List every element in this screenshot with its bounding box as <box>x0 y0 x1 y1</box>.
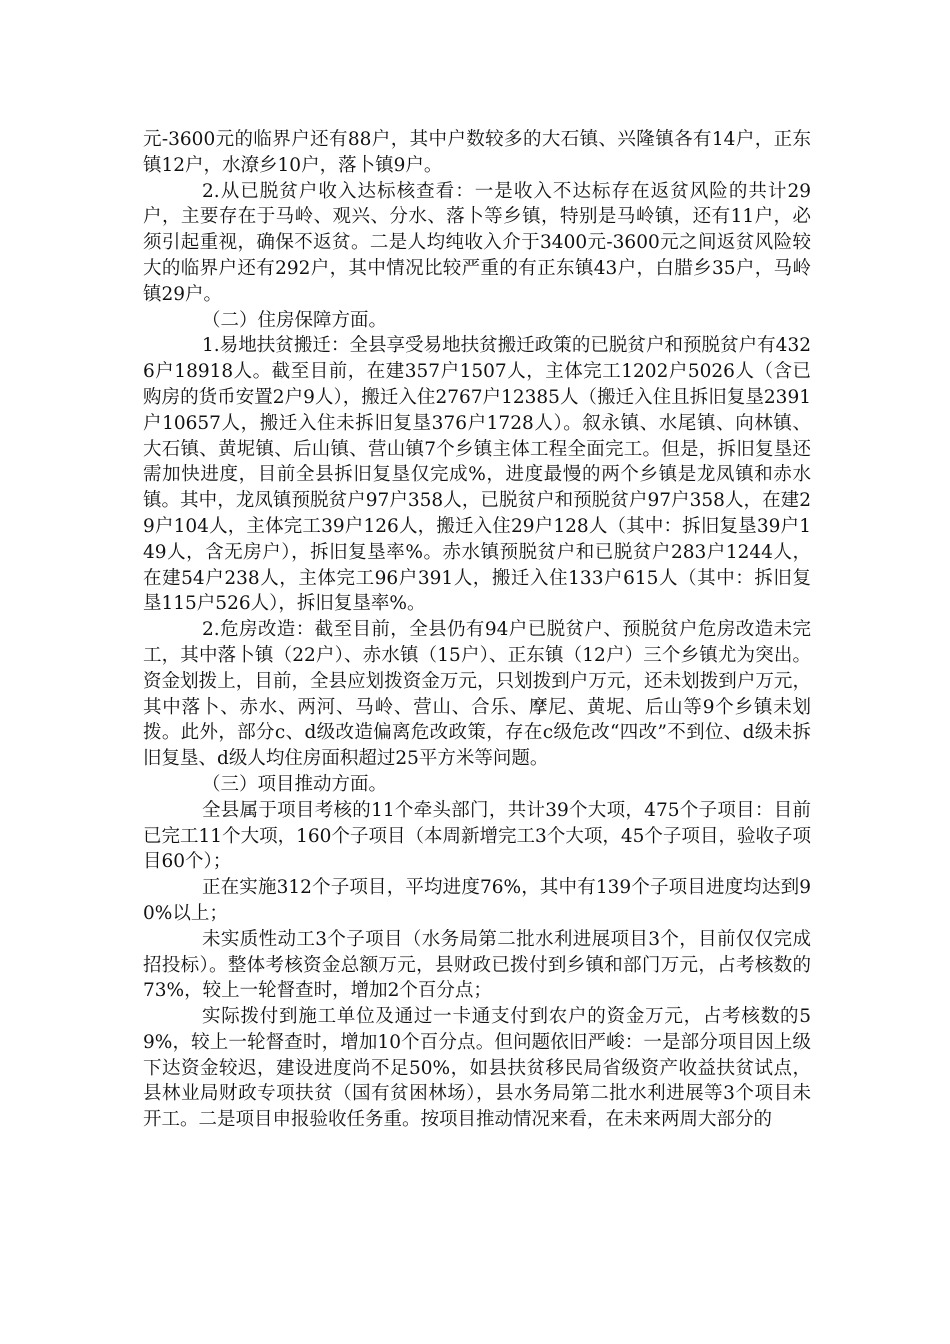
paragraph-income-check: 2.从已脱贫户收入达标核查看：一是收入不达标存在返贫风险的共计29户，主要存在于马岭、观兴、分水、落卜等乡镇，特别是马岭镇，还有11户，必须引起重视，确保不返贫。二是人均纯收入介于3400元-3600元之间返贫风险较大的临界户还有292户，其中情况比较严重的有正东镇43户，白腊乡35户，马岭镇29户。 <box>143 180 811 305</box>
paragraph-dilapidated-housing: 2.危房改造：截至目前，全县仍有94户已脱贫户、预脱贫户危房改造未完工，其中落卜镇（22户）、赤水镇（15户）、正东镇（12户）三个乡镇尤为突出。资金划拨上，目前，全县应划拨资金万元，只划拨到户万元，还未划拨到户万元，其中落卜、赤水、两河、马岭、营山、合乐、摩尼、黄坭、后山等9个乡镇未划拨。此外，部分c、d级改造偏离危改政策，存在c级危改“四改”不到位、d级未拆旧复垦、d级人均住房面积超过25平方米等问题。 <box>143 619 811 770</box>
paragraph-projects-not-started: 未实质性动工3个子项目（水务局第二批水利进展项目3个，目前仅仅完成招投标）。整体考核资金总额万元，县财政已拨付到乡镇和部门万元，占考核数的73%，较上一轮督查时，增加2个百分点； <box>143 928 811 1002</box>
paragraph-project-overview: 全县属于项目考核的11个牵头部门，共计39个大项，475个子项目：目前已完工11个大项，160个子项目（本周新增完工3个大项，45个子项目，验收子项目60个）； <box>143 799 811 873</box>
section-heading-housing: （二）住房保障方面。 <box>202 309 388 331</box>
paragraph-continuation: 元-3600元的临界户还有88户，其中户数较多的大石镇、兴隆镇各有14户，正东镇12户，水潦乡10户，落卜镇9户。 <box>143 129 811 176</box>
document-body <box>143 127 811 1133</box>
paragraph-relocation: 1.易地扶贫搬迁：全县享受易地扶贫搬迁政策的已脱贫户和预脱贫户有4326户18918人。截至目前，在建357户1507人，主体完工1202户5026人（含已购房的货币安置2户9人），搬迁入住2767户12385人（搬迁入住且拆旧复垦2391户10657人，搬迁入住未拆旧复垦376户1728人）。叙永镇、水尾镇、向林镇、大石镇、黄坭镇、后山镇、营山镇7个乡镇主体工程全面完工。但是，拆旧复垦还需加快进度，目前全县拆旧复垦仅完成%，进度最慢的两个乡镇是龙凤镇和赤水镇。其中，龙凤镇预脱贫户97户358人，已脱贫户和预脱贫户97户358人，在建29户104人，主体完工39户126人，搬迁入住29户128人（其中：拆旧复垦39户149人，含无房户），拆旧复垦率%。赤水镇预脱贫户和已脱贫户283户1244人，在建54户238人，主体完工96户391人，搬迁入住133户615人（其中：拆旧复垦115户526人），拆旧复垦率%。 <box>143 335 811 615</box>
paragraph-fund-disbursement: 实际拨付到施工单位及通过一卡通支付到农户的资金万元，占考核数的59%，较上一轮督查时，增加10个百分点。但问题依旧严峻：一是部分项目因上级下达资金较迟，建设进度尚不足50%，如县扶贫移民局省级资产收益扶贫试点，县林业局财政专项扶贫（国有贫困林场），县水务局第二批水利进展等3个项目未开工。二是项目申报验收任务重。按项目推动情况来看，在未来两周大部分的 <box>143 1006 811 1131</box>
paragraph-projects-in-progress: 正在实施312个子项目，平均进度76%，其中有139个子项目进度均达到90%以上； <box>143 877 811 924</box>
section-heading-projects: （三）项目推动方面。 <box>202 773 388 795</box>
